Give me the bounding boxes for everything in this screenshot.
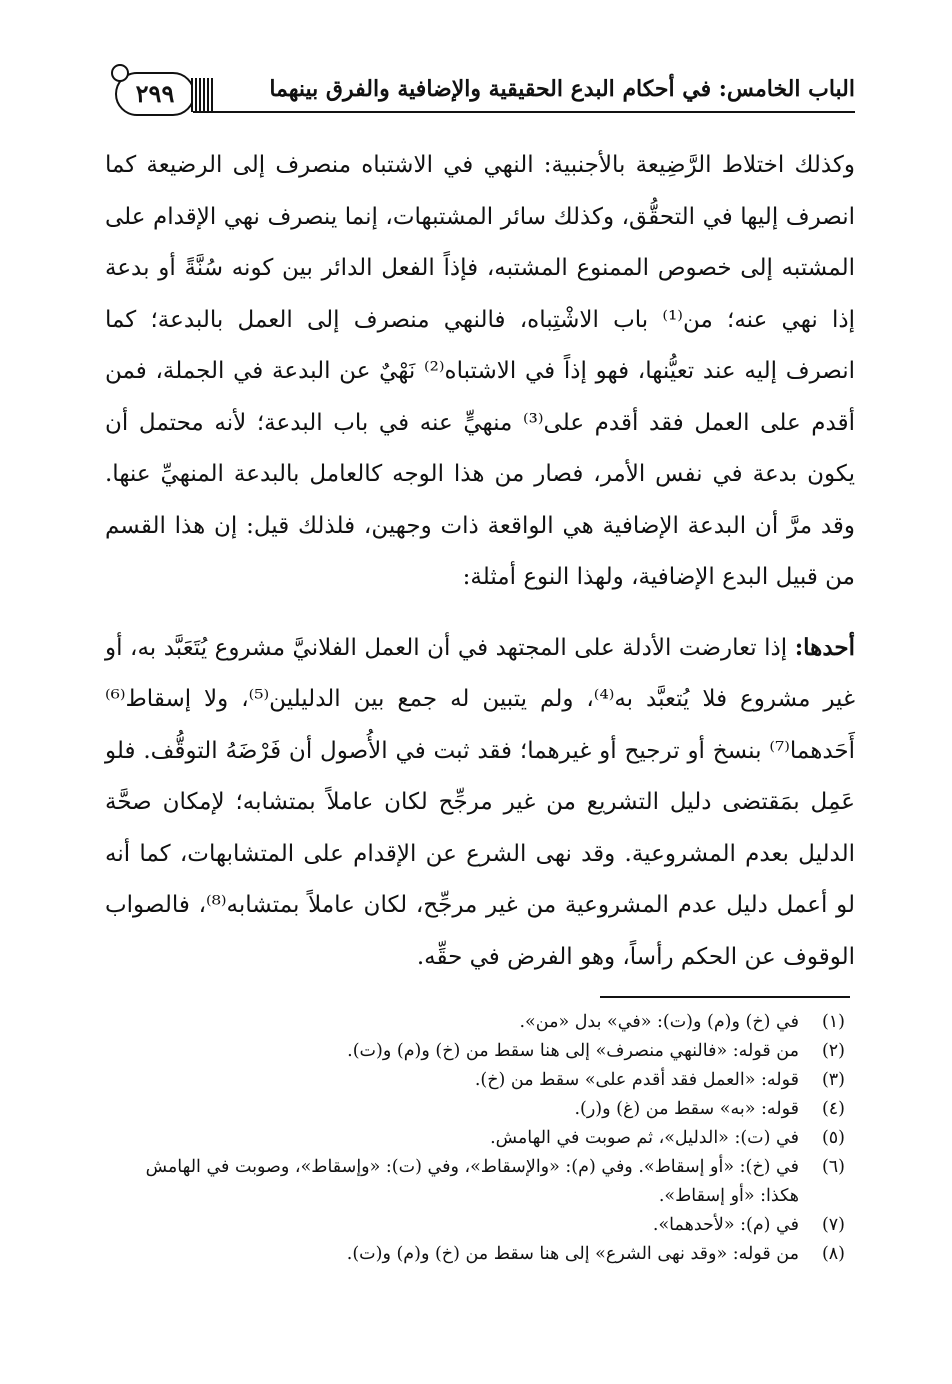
footnote-number: (٢) (821, 1041, 845, 1061)
footnote-text: في (خ): «أو إسقاط». وفي (م): «والإسقاط»، وفي (ت): «وإسقاط»، وصوبت في الهامش هكذا: «أو إسقاط». (145, 1157, 799, 1206)
header-rule (193, 111, 855, 113)
footnote (105, 1008, 845, 1037)
footnote-number: (٣) (821, 1070, 845, 1090)
chapter-title: الباب الخامس: في أحكام البدع الحقيقية والإضافية والفرق بينهما (269, 76, 855, 102)
paragraph-text: إذا تعارضت الأدلة على المجتهد في أن العمل الفلانيَّ مشروع يُتَعَبَّد به، أو غير مشروع فلا يُتعبَّد به⁽⁴⁾، ولم يتبين له جمع بين الدليلين⁽⁵⁾، ولا إسقاط⁽⁶⁾ أَحَدهما⁽⁷⁾ بنسخ أو ترجيح أو غيرهما؛ فقد ثبت في الأُصول أن فَرْضَهُ التوقُّف. فلو عَمِل بمَقتضى دليل التشريع من غير مرجِّح لكان عاملاً بمتشابه؛ لإمكان صحَّة الدليل بعدم المشروعية. وقد نهى الشرع عن الإقدام على المتشابهات، كما أنه لو أعمل دليل عدم المشروعية من غير مرجِّح، لكان عاملاً بمتشابه⁽⁸⁾، فالصواب الوقوف عن الحكم رأساً، وهو الفرض في حقِّه. (105, 634, 855, 970)
footnote-number: (٧) (821, 1215, 845, 1235)
footnote-text: من قوله: «وقد نهى الشرع» إلى هنا سقط من (خ) و(م) و(ت). (346, 1244, 799, 1264)
footnote (105, 1037, 845, 1066)
footnote (105, 1095, 845, 1124)
paragraph (105, 622, 855, 984)
footnote-number: (٨) (821, 1244, 845, 1264)
footnote (105, 1240, 845, 1269)
footnote (105, 1066, 845, 1095)
footnote-text: قوله: «به» سقط من (غ) و(ر). (574, 1099, 799, 1119)
footnote-text: في (خ) و(م) و(ت): «في» بدل «من». (519, 1012, 799, 1032)
page-number: ٢٩٩ (135, 79, 175, 108)
footnotes (105, 1008, 845, 1269)
footnote-number: (٦) (821, 1157, 845, 1177)
footnote-text: من قوله: «فالنهي منصرف» إلى هنا سقط من (خ) و(م) و(ت). (347, 1041, 799, 1061)
paragraph-text: وكذلك اختلاط الرَّضِيعة بالأجنبية: النهي في الاشتباه منصرف إلى الرضيعة كما انصرف إليها في التحقُّق، وكذلك سائر المشتبهات، إنما ينصرف نهي الإقدام على المشتبه إلى خصوص الممنوع المشتبه، فإذاً الفعل الدائر بين كونه سُنَّةً أو بدعة إذا نهي عنه؛ من⁽¹⁾ باب الاشْتِباه، فالنهي منصرف إلى العمل بالبدعة؛ كما انصرف إليه عند تعيُّنها، فهو إذاً في الاشتباه⁽²⁾ نَهْيٌ عن البدعة في الجملة، فمن أقدم على العمل فقد أقدم على⁽³⁾ منهيٍّ عنه في باب البدعة؛ لأنه محتمل أن يكون بدعة في نفس الأمر، فصار من هذا الوجه كالعامل بالبدعة المنهيِّ عنها. وقد مرَّ أن البدعة الإضافية هي الواقعة ذات وجهين، فلذلك قيل: إن هذا القسم من قبيل البدع الإضافية، ولهذا النوع أمثلة: (105, 152, 856, 590)
footnote-text: في (ت): «الدليل»، ثم صوبت في الهامش. (490, 1128, 799, 1148)
page-number-badge (115, 72, 195, 116)
footnote-number: (١) (821, 1012, 845, 1032)
footnote-number: (٤) (821, 1099, 845, 1119)
footnote-text: قوله: «العمل فقد أقدم على» سقط من (خ). (474, 1070, 799, 1090)
running-header (105, 58, 855, 116)
footnote (105, 1153, 845, 1211)
footnote-text: في (م): «لأحدهما». (652, 1215, 799, 1235)
footnote (105, 1211, 845, 1240)
paragraph-lead: أحدها: (794, 633, 855, 661)
footnote (105, 1124, 845, 1153)
main-text (105, 140, 855, 983)
footnote-number: (٥) (821, 1128, 845, 1148)
paragraph (105, 140, 855, 604)
footnote-separator (600, 996, 850, 998)
header-ornament-bars (191, 78, 213, 112)
